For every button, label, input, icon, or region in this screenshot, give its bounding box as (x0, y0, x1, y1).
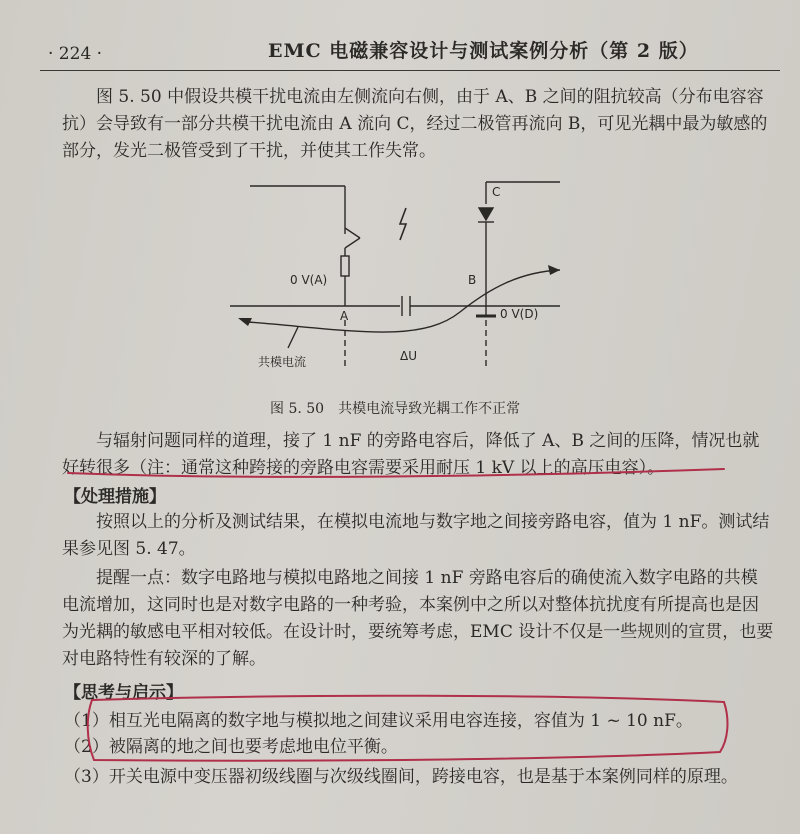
label-0vd: 0 V(D) (500, 307, 539, 321)
label-a: A (340, 309, 349, 323)
page-number: · 224 · (48, 44, 103, 64)
list-item-1: （1）相互光电隔离的数字地与模拟地之间建议采用电容连接，容值为 1 ~ 10 nF。 (64, 711, 693, 731)
paragraph-3: 按照以上的分析及测试结果，在模拟电流地与数字地之间接旁路电容，值为 1 nF。测试结果参见图 5. 47。 (62, 512, 770, 559)
paragraph-4: 提醒一点：数字电路地与模拟电路地之间接 1 nF 旁路电容后的确使流入数字电路的共模电流增加，这同时也是对数字电路的一种考验，本案例中之所以对整体抗扰度有所提高也是因为光耦的敏感电平相对较低。在设计时，要统筹考虑，EMC 设计不仅是一些规则的宣贯，也要对电路特性有较深的了解。 (62, 568, 774, 669)
phototransistor-emitter (345, 228, 360, 238)
paragraph-2: 与辐射问题同样的道理，接了 1 nF 的旁路电容后，降低了 A、B 之间的压降，情况也就好转很多（注：通常这种跨接的旁路电容需要采用耐压 1 kV 以上的高压电容）。 (62, 431, 760, 478)
paragraph-1: 图 5. 50 中假设共模干扰电流由左侧流向右侧，由于 A、B 之间的阻抗较高（分布电容容抗）会导致有一部分共模干扰电流由 A 流向 C，经过二极管再流向 B，可见光耦中最为敏感的部分，发光二极管受到了干扰，并使其工作失常。 (62, 87, 768, 161)
label-0va: 0 V(A) (290, 273, 328, 287)
diode (479, 208, 493, 220)
resistor (341, 256, 349, 276)
label-c: C (492, 185, 501, 199)
figure-caption: 图 5. 50 共模电流导致光耦工作不正常 (270, 401, 521, 417)
list-item-3: （3）开关电源中变压器初级线圈与次级线圈间，跨接电容，也是基于本案例同样的原理。 (64, 767, 738, 787)
book-title: EMC 电磁兼容设计与测试案例分析（第 2 版） (268, 40, 699, 62)
page-header (40, 30, 780, 71)
label-du: ΔU (400, 349, 417, 363)
heading-reflection: 【思考与启示】 (64, 683, 183, 703)
label-b: B (468, 273, 477, 287)
list-item-2: （2）被隔离的地之间也要考虑地电位平衡。 (64, 737, 398, 757)
label-cm-current: 共模电流 (258, 355, 307, 369)
figure-5-50 (230, 172, 560, 392)
heading-treatment: 【处理措施】 (64, 487, 166, 507)
resistor-lead-top (345, 238, 360, 248)
lightning-icon (400, 208, 406, 240)
